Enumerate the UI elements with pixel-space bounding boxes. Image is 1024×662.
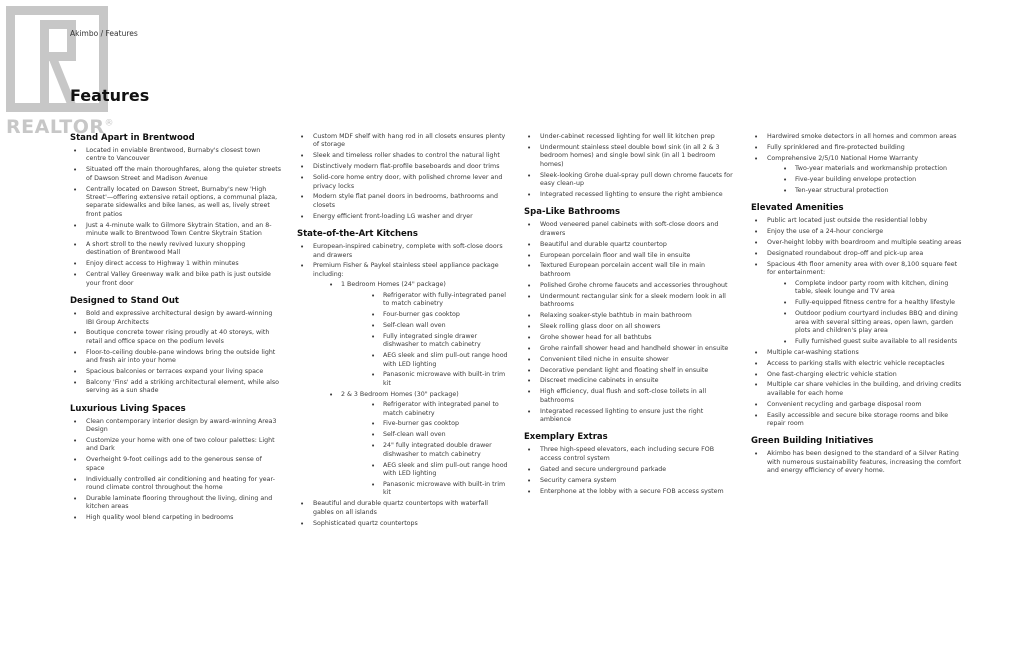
feature-item-text: A short stroll to the newly revived luxury shopping destination of Brentwood Mall <box>86 241 246 257</box>
feature-item-text: Public art located just outside the residential lobby <box>767 217 928 225</box>
feature-item-text: Wood veneered panel cabinets with soft-close doors and drawers <box>540 221 719 237</box>
feature-list <box>751 133 963 195</box>
feature-item-text: Decorative pendant light and floating shelf in ensuite <box>540 366 709 374</box>
feature-item-text: AEG sleek and slim pull-out range hood with LED lighting <box>383 461 508 477</box>
feature-item-text: Situated off the main thoroughfares, along the quieter streets of Dawson Street and Madison Avenue <box>86 166 281 182</box>
feature-item <box>751 155 963 196</box>
feature-section <box>751 203 963 428</box>
feature-item <box>70 186 282 220</box>
features-column-1 <box>70 133 282 525</box>
feature-item <box>70 271 282 288</box>
feature-item-text: Located in enviable Brentwood, Burnaby's closest town centre to Vancouver <box>86 147 261 163</box>
feature-item <box>767 176 963 184</box>
feature-item-text: Beautiful and durable quartz countertop <box>540 240 667 248</box>
feature-item <box>524 367 736 375</box>
feature-item-text: Fully sprinklered and fire-protected building <box>767 143 905 151</box>
feature-item <box>70 241 282 258</box>
feature-item-text: Premium Fisher & Paykel stainless steel appliance package including: <box>313 262 499 278</box>
feature-item-text: Individually controlled air conditioning and heating for year-round climate control throughout the home <box>86 475 276 492</box>
feature-item <box>751 371 963 379</box>
feature-item-text: Panasonic microwave with built-in trim kit <box>383 480 506 497</box>
feature-item-text: Undermount stainless steel double bowl sink (in all 2 & 3 bedroom homes) and single bowl sink (in all 1 bedroom homes) <box>540 143 720 168</box>
feature-item <box>70 437 282 454</box>
section-title: Green Building Initiatives <box>751 436 874 447</box>
feature-item-text: Grohe shower head for all bathtubs <box>540 333 652 341</box>
features-column-3 <box>524 133 736 499</box>
feature-item <box>524 191 736 199</box>
feature-item <box>297 500 509 517</box>
feature-item <box>341 442 509 459</box>
feature-item-text: Just a 4-minute walk to Gilmore Skytrain Station, and an 8-minute walk to Brentwood Town Centre Skytrain Station <box>86 221 272 238</box>
feature-item <box>341 322 509 330</box>
feature-item-text: Convenient recycling and garbage disposal room <box>767 400 922 408</box>
feature-item <box>524 133 736 141</box>
feature-list <box>70 418 282 523</box>
feature-item <box>751 144 963 152</box>
feature-list <box>297 243 509 528</box>
feature-item <box>70 368 282 376</box>
feature-section <box>524 207 736 424</box>
feature-item-text: Hardwired smoke detectors in all homes and common areas <box>767 133 957 140</box>
feature-list <box>524 221 736 424</box>
feature-item-text: Two-year materials and workmanship protection <box>795 165 947 173</box>
feature-item-text: Access to parking stalls with electric vehicle receptacles <box>767 359 945 367</box>
section-title: Stand Apart in Brentwood <box>70 133 195 143</box>
feature-item-text: Multiple car share vehicles in the building, and driving credits available for each home <box>767 381 962 397</box>
feature-item <box>751 349 963 357</box>
feature-item <box>341 401 509 418</box>
feature-item-text: European porcelain floor and wall tile in ensuite <box>540 251 691 259</box>
feature-item <box>70 349 282 366</box>
feature-item-text: Fully-equipped fitness centre for a healthy lifestyle <box>795 299 955 307</box>
feature-item-text: Refrigerator with fully-integrated panel to match cabinetry <box>383 291 507 308</box>
feature-item-text: Under-cabinet recessed lighting for well lit kitchen prep <box>540 133 715 140</box>
feature-list <box>524 133 736 199</box>
feature-item <box>70 329 282 346</box>
feature-item <box>524 446 736 463</box>
feature-item <box>297 152 509 160</box>
feature-item-text: Sophisticated quartz countertops <box>313 519 418 527</box>
feature-item <box>70 456 282 473</box>
feature-item <box>70 495 282 512</box>
feature-section <box>524 133 736 199</box>
feature-item <box>297 133 509 150</box>
feature-item <box>297 174 509 191</box>
feature-item-text: Four-burner gas cooktop <box>383 311 460 318</box>
feature-item <box>751 401 963 409</box>
feature-item-text: Solid-core home entry door, with polished chrome lever and privacy locks <box>313 174 503 190</box>
feature-sublist <box>341 292 509 389</box>
feature-item-text: European-inspired cabinetry, complete with soft-close doors and drawers <box>313 243 503 259</box>
feature-item-text: 24" fully integrated double drawer dishwasher to match cabinetry <box>383 442 492 458</box>
feature-item-text: Spacious balconies or terraces expand your living space <box>86 368 264 376</box>
feature-section <box>70 133 282 288</box>
feature-item-text: Discreet medicine cabinets in ensuite <box>540 377 659 385</box>
feature-item-text: One fast-charging electric vehicle station <box>767 370 897 378</box>
feature-section <box>70 404 282 523</box>
feature-item <box>70 514 282 522</box>
feature-item <box>341 431 509 439</box>
feature-item <box>524 356 736 364</box>
features-column-4 <box>751 133 963 478</box>
feature-item <box>313 281 509 388</box>
feature-item <box>297 520 509 528</box>
feature-item-text: Sleek-looking Grohe dual-spray pull down chrome faucets for easy clean-up <box>540 171 733 188</box>
feature-item <box>341 481 509 498</box>
feature-item <box>70 310 282 327</box>
section-title: State-of-the-Art Kitchens <box>297 229 418 240</box>
feature-item <box>297 163 509 171</box>
feature-item-text: Complete indoor party room with kitchen, dining table, sleek lounge and TV area <box>795 279 949 296</box>
section-title: Spa-Like Bathrooms <box>524 207 621 218</box>
feature-item <box>70 260 282 268</box>
feature-item <box>751 239 963 247</box>
feature-item-text: Customize your home with one of two colour palettes: Light and Dark <box>86 437 275 453</box>
feature-item <box>751 381 963 398</box>
feature-section <box>297 133 509 221</box>
feature-item-text: Overheight 9-foot ceilings add to the generous sense of space <box>86 456 262 472</box>
feature-section <box>297 229 509 528</box>
feature-section <box>70 296 282 396</box>
feature-item-text: Bold and expressive architectural design by award-winning IBI Group Architects <box>86 310 273 326</box>
feature-item <box>524 334 736 342</box>
feature-item <box>524 312 736 320</box>
feature-item-text: 2 & 3 Bedroom Homes (30" package) <box>341 390 459 398</box>
feature-item-text: Refrigerator with integrated panel to match cabinetry <box>383 401 499 417</box>
feature-item <box>341 292 509 309</box>
feature-sublist <box>767 280 963 346</box>
feature-item-text: Boutique concrete tower rising proudly at 40 storeys, with retail and office space on the podium levels <box>86 329 270 345</box>
realtor-wordmark: REALTOR® <box>6 116 115 138</box>
feature-item-text: High efficiency, dual flush and soft-close toilets in all bathrooms <box>540 388 707 404</box>
feature-item <box>341 462 509 479</box>
feature-item-text: Fully integrated single drawer dishwasher to match cabinetry <box>383 332 481 349</box>
feature-item-text: Sleek rolling glass door on all showers <box>540 322 661 330</box>
feature-item-text: Panasonic microwave with built-in trim kit <box>383 371 506 387</box>
feature-sublist <box>341 401 509 498</box>
breadcrumb: Akimbo / Features <box>70 29 138 38</box>
feature-item <box>297 262 509 497</box>
feature-section <box>751 436 963 475</box>
feature-item-text: Ten-year structural protection <box>795 187 889 195</box>
feature-item-text: 1 Bedroom Homes (24" package) <box>341 281 446 289</box>
features-column-2 <box>297 133 509 530</box>
feature-item <box>70 379 282 396</box>
feature-item-text: Comprehensive 2/5/10 National Home Warranty <box>767 154 919 162</box>
realtor-logo-stroke <box>40 20 49 106</box>
feature-item-text: Enjoy direct access to Highway 1 within minutes <box>86 260 239 268</box>
feature-item-text: Security camera system <box>540 476 617 484</box>
feature-item-text: Multiple car-washing stations <box>767 348 859 356</box>
feature-item-text: Polished Grohe chrome faucets and accessories throughout <box>540 281 728 289</box>
feature-item <box>751 217 963 225</box>
page-title: Features <box>70 86 150 105</box>
feature-item-text: AEG sleek and slim pull-out range hood with LED lighting <box>383 352 508 368</box>
feature-item-text: Convenient tiled niche in ensuite shower <box>540 355 669 363</box>
feature-item <box>751 133 963 141</box>
feature-item-text: Enjoy the use of a 24-hour concierge <box>767 228 884 236</box>
feature-item-text: Akimbo has been designed to the standard of a Silver Rating with numerous sustainability features, increasing the comfort and energy efficiency of every home. <box>767 450 962 475</box>
feature-sublist <box>313 281 509 497</box>
feature-item <box>751 360 963 368</box>
feature-item <box>70 166 282 183</box>
feature-list <box>297 133 509 221</box>
feature-item <box>524 241 736 249</box>
feature-item <box>524 477 736 485</box>
feature-item-text: Distinctively modern flat-profile baseboards and door trims <box>313 163 500 171</box>
feature-item <box>297 243 509 260</box>
feature-item-text: Clean contemporary interior design by award-winning Area3 Design <box>86 417 277 434</box>
section-title: Designed to Stand Out <box>70 296 179 307</box>
feature-item-text: Fully furnished guest suite available to all residents <box>795 337 958 345</box>
feature-item-text: Spacious 4th floor amenity area with over 8,100 square feet for entertainment: <box>767 261 958 277</box>
feature-item <box>341 333 509 350</box>
feature-item-text: Undermount rectangular sink for a sleek modern look in all bathrooms <box>540 292 726 309</box>
section-title: Luxurious Living Spaces <box>70 403 186 414</box>
feature-list <box>70 310 282 396</box>
feature-item-text: Custom MDF shelf with hang rod in all closets ensures plenty of storage <box>313 133 506 149</box>
feature-item-text: Gated and secure underground parkade <box>540 465 667 473</box>
feature-item <box>767 187 963 195</box>
realtor-logo <box>0 0 140 140</box>
feature-list <box>751 450 963 475</box>
feature-item-text: Easily accessible and secure bike storage rooms and bike repair room <box>767 411 949 428</box>
feature-item <box>341 371 509 388</box>
feature-item-text: Self-clean wall oven <box>383 431 446 439</box>
feature-item-text: Relaxing soaker-style bathtub in main bathroom <box>540 312 692 319</box>
feature-item <box>341 352 509 369</box>
feature-item <box>524 144 736 169</box>
feature-item <box>313 391 509 498</box>
feature-item <box>341 311 509 319</box>
feature-item <box>297 213 509 221</box>
feature-section <box>524 432 736 496</box>
feature-item <box>751 261 963 346</box>
feature-item <box>70 476 282 493</box>
feature-item <box>341 420 509 428</box>
feature-item <box>524 408 736 425</box>
feature-item <box>524 221 736 238</box>
feature-item <box>524 293 736 310</box>
feature-item <box>751 228 963 236</box>
feature-item <box>767 280 963 297</box>
feature-item <box>751 250 963 258</box>
feature-item <box>767 310 963 335</box>
feature-item-text: Balcony 'Fins' add a striking architectural element, while also serving as a sun shade <box>86 378 279 395</box>
feature-item-text: Central Valley Greenway walk and bike path is just outside your front door <box>86 271 271 287</box>
feature-item <box>70 418 282 435</box>
feature-item <box>751 412 963 429</box>
feature-item <box>767 299 963 307</box>
section-title: Exemplary Extras <box>524 432 608 443</box>
feature-list <box>751 217 963 428</box>
feature-item-text: Energy efficient front-loading LG washer and dryer <box>313 212 473 220</box>
feature-item-text: Designated roundabout drop-off and pick-up area <box>767 250 924 258</box>
feature-item <box>751 450 963 475</box>
feature-item <box>524 345 736 353</box>
feature-item <box>70 147 282 164</box>
feature-item <box>524 323 736 331</box>
feature-item <box>524 172 736 189</box>
feature-item <box>297 193 509 210</box>
feature-item-text: Five-year building envelope protection <box>795 176 917 184</box>
feature-item <box>524 388 736 405</box>
feature-item-text: Textured European porcelain accent wall tile in main bathroom <box>540 262 705 278</box>
feature-item-text: Beautiful and durable quartz countertops with waterfall gables on all islands <box>313 500 489 516</box>
feature-item-text: Outdoor podium courtyard includes BBQ and dining area with several sitting areas, open lawn, garden plots and children's play area <box>795 310 958 334</box>
feature-item-text: Grohe rainfall shower head and handheld shower in ensuite <box>540 344 729 352</box>
section-title: Elevated Amenities <box>751 203 844 214</box>
feature-item <box>524 262 736 279</box>
feature-item <box>524 488 736 496</box>
feature-item <box>524 282 736 290</box>
feature-item-text: Over-height lobby with boardroom and multiple seating areas <box>767 239 962 247</box>
feature-item <box>524 252 736 260</box>
feature-item-text: Three high-speed elevators, each including secure FOB access control system <box>540 446 715 462</box>
feature-list <box>70 147 282 288</box>
feature-item-text: Integrated recessed lighting to ensure the right ambience <box>540 190 723 198</box>
feature-item-text: Durable laminate flooring throughout the living, dining and kitchen areas <box>86 495 273 511</box>
feature-item <box>70 222 282 239</box>
feature-item-text: Five-burner gas cooktop <box>383 420 459 428</box>
feature-item <box>524 466 736 474</box>
feature-item <box>767 338 963 346</box>
feature-item-text: High quality wool blend carpeting in bedrooms <box>86 514 234 522</box>
feature-item-text: Sleek and timeless roller shades to control the natural light <box>313 152 500 160</box>
feature-item-text: Enterphone at the lobby with a secure FOB access system <box>540 487 724 495</box>
feature-sublist <box>767 165 963 195</box>
feature-item-text: Centrally located on Dawson Street, Burnaby's new 'High Street'—offering extensive retail options, a communal plaza, separate sidewalks and bike lanes, as well as, lively street front patios <box>86 185 278 218</box>
feature-item <box>767 165 963 173</box>
feature-list <box>524 446 736 496</box>
feature-item <box>524 377 736 385</box>
feature-item-text: Floor-to-ceiling double-pane windows bring the outside light and fresh air into your home <box>86 348 276 365</box>
feature-section <box>751 133 963 195</box>
feature-item-text: Modern style flat panel doors in bedrooms, bathrooms and closets <box>313 193 498 209</box>
feature-item-text: Self-clean wall oven <box>383 321 446 329</box>
feature-item-text: Integrated recessed lighting to ensure just the right ambience <box>540 407 704 424</box>
